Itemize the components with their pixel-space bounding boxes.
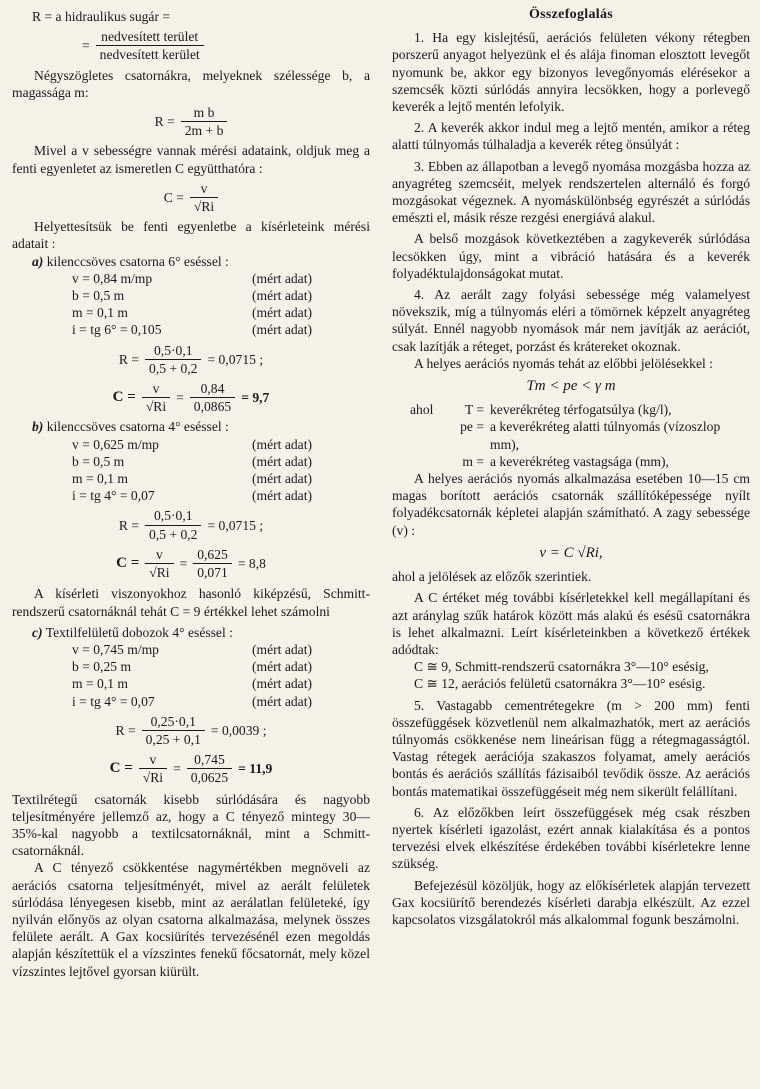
fraction-denominator: 0,071	[197, 565, 228, 581]
left-column	[12, 6, 370, 980]
formula-equals: =	[179, 555, 188, 571]
formula-lhs: C =	[163, 189, 184, 205]
definition-row	[392, 453, 750, 470]
data-rhs: (mért adat)	[252, 693, 313, 709]
data-row	[12, 287, 370, 304]
fraction-numerator: 0,625	[193, 546, 232, 564]
data-row	[12, 436, 370, 453]
data-rhs: (mért adat)	[252, 322, 313, 338]
definition-symbol: T =	[464, 402, 484, 418]
formula-lhs: R =	[115, 722, 136, 738]
data-lhs: v = 0,625 m/mp	[72, 436, 159, 452]
data-rhs: (mért adat)	[252, 436, 313, 452]
schmitt-text: A kísérleti viszonyokhoz hasonló kiképzésű, Schmitt-rendszerű csatornáknál tehát C = 9 értékkel lehet számolni	[12, 586, 370, 619]
summary-paragraph-3: 3. Ebben az állapotban a levegő nyomása mozgásba hozza az anyagréteg szemcséit, melyek rendszertelen alternáló és forgó mozgásokat végeznek. A nyomáskülönbség egyrészét a súrlódás emészti el, másik része rezgési energiává alakul.	[392, 158, 750, 226]
fraction-numerator: 0,5·0,1	[145, 342, 201, 360]
pressure-inequality: Tm < pe < γ m	[526, 378, 616, 395]
case-b-r-formula	[12, 507, 370, 542]
fraction-denominator: √Ri	[145, 399, 167, 415]
data-row	[12, 675, 370, 692]
fraction-denominator: √Ri	[142, 770, 164, 786]
summary-paragraph-4: 4. Az aerált zagy folyási sebessége még valamelyest növekszik, míg a túlnyomás eléri a tömörnek képzelt anyagréteg súlyát. Ennél nagyobb nyomások már nem javítják az aerációt, csak lazítják a réteget, porzást és krátereket okoznak.	[392, 287, 750, 354]
case-a-c-formula	[12, 380, 370, 415]
summary-paragraph-7: Befejezésül közöljük, hogy az előkísérletek alapján tervezett Gax kocsiürítő berendezés kísérleti darabja elkészült. Az ezzel kapcsolatos vizsgálatokról más alkalommal fogunk beszámolni.	[392, 877, 750, 927]
definition-symbol: pe =	[460, 419, 484, 435]
fraction-denominator: 0,0865	[193, 399, 232, 415]
case-c-heading	[12, 624, 370, 641]
formula-result: = 11,9	[238, 761, 273, 777]
substitute-text: Helyettesítsük be fenti egyenletbe a kísérleteink mérési adatait :	[12, 219, 370, 252]
formula-equals: =	[173, 761, 181, 777]
formula-result: = 8,8	[237, 555, 266, 571]
data-rhs: (mért adat)	[252, 270, 313, 286]
fraction-numerator: m b	[181, 104, 228, 122]
data-row	[12, 453, 370, 470]
fraction-numerator: v	[142, 380, 170, 398]
velocity-formula: v = C √Ri,	[539, 544, 603, 561]
case-a-heading	[12, 253, 370, 270]
fraction-denominator: 0,5 + 0,2	[149, 360, 198, 376]
fraction-denominator: nedvesített kerület	[99, 47, 200, 63]
data-lhs: m = 0,1 m	[72, 305, 129, 321]
c-value-aeration: C ≅ 12, aerációs felületű csatornákra 3°—10° esésig.	[414, 676, 706, 692]
data-lhs: v = 0,745 m/mp	[72, 641, 159, 657]
formula-lhs: R =	[154, 114, 175, 130]
data-lhs: i = tg 4° = 0,07	[72, 488, 155, 504]
right-column	[392, 6, 750, 928]
fraction-denominator: 0,0625	[190, 770, 229, 786]
fraction-denominator: √Ri	[193, 199, 215, 215]
hydraulic-radius-fraction: = $\frac{\text{nedvesített terület}}{\text{nedvesített kerület}}$	[12, 28, 370, 63]
r-formula	[12, 104, 370, 139]
definition-row	[392, 418, 750, 452]
definition-description: keverékréteg térfogatsúlya (kg/l),	[490, 402, 672, 418]
fraction-numerator: 0,745	[187, 751, 232, 769]
case-text: kilenccsöves csatorna 4° eséssel :	[46, 419, 229, 435]
data-rhs: (mért adat)	[252, 288, 313, 304]
data-lhs: m = 0,1 m	[72, 676, 129, 692]
data-row	[12, 321, 370, 338]
data-lhs: b = 0,25 m	[72, 659, 132, 675]
summary-paragraph-4d: ahol a jelölések az előzők szerintiek.	[392, 569, 592, 585]
data-rhs: (mért adat)	[252, 676, 313, 692]
summary-paragraph-6: 6. Az előzőkben leírt összefüggések még csak részben nyertek kísérleti igazolást, ezért annak kialakítása és a pontos tervezési elvek elkészítése érdekében további kísérletekre lenne szükség.	[392, 804, 750, 872]
case-c-c-formula	[12, 751, 370, 786]
data-row	[12, 304, 370, 321]
data-row	[12, 693, 370, 710]
data-rhs: (mért adat)	[252, 453, 313, 469]
summary-paragraph-1: 1. Ha egy kislejtésű, aerációs felületen vékony rétegben porszerű anyagot helyezünk el és alája finoman elosztott levegőt nyomunk be, akkor egy bizonyos levegőnyomás elérésekor a szemcsék közti súrlódás annyira lecsökken, hogy a porlevegő keverék a lejtő mentén lefolyik.	[392, 30, 750, 115]
fraction-numerator: v	[145, 546, 173, 564]
formula-lhs: C =	[116, 554, 140, 571]
data-rhs: (mért adat)	[252, 641, 313, 657]
data-rhs: (mért adat)	[252, 659, 313, 675]
case-a-rows	[12, 270, 370, 339]
summary-paragraph-3b: A belső mozgások következtében a zagykeverék súrlódása lecsökken úgy, mint a vibráció hatására és a keverék folyadéktulajdonságokat mutat.	[392, 231, 750, 281]
case-b-heading	[12, 418, 370, 435]
rect-intro: Négyszögletes csatornákra, melyeknek szélessége b, a magassága m:	[12, 67, 370, 100]
c-factor-paragraph: A C tényező csökkentése nagymértékben megnöveli az aerációs csatorna teljesítményét, mivel az aerált felületek súrlódása lényegesen kisebb, mint az aerálatlan felületeké, így nyilván előnyös az olyan csatorna alkalmazása, melynek összes felülete aerált. A Gax kocsiürítés tervezésénél ezen megoldás alapján készítettük el a vízszintes fenekű főcsatornát, mely közel vízszintes lejtővel gyorsan kiürült.	[12, 860, 370, 979]
fraction-numerator: 0,5·0,1	[145, 507, 201, 525]
case-a-r-formula	[12, 342, 370, 377]
case-text: kilenccsöves csatorna 6° eséssel :	[46, 253, 229, 269]
summary-paragraph-4c: A helyes aerációs nyomás alkalmazása esetében 10—15 cm magas borított aerációs csatornák szállítóképessége nyílt folyadékcsatornák képletei alapján számítható. A zagy sebessége (v) :	[392, 471, 750, 538]
v-intro: Mivel a v sebességre vannak mérési adataink, oldjuk meg a fenti egyenletet az ismeretlen C együtthatóra :	[12, 143, 370, 176]
case-b-c-formula	[12, 546, 370, 581]
definition-description: a keverékréteg vastagsága (mm),	[490, 453, 669, 469]
case-label: c)	[32, 624, 43, 640]
fraction-numerator: 0,84	[190, 380, 235, 398]
data-rhs: (mért adat)	[252, 305, 313, 321]
case-b-rows	[12, 436, 370, 505]
definition-description: a keverékréteg alatti túlnyomás (vízoszlop mm),	[490, 419, 721, 452]
data-lhs: m = 0,1 m	[72, 471, 129, 487]
formula-lhs: R =	[118, 351, 140, 367]
summary-paragraph-4b: A helyes aerációs nyomás tehát az előbbi jelölésekkel :	[414, 355, 713, 371]
c-formula	[12, 180, 370, 215]
fraction-numerator: 0,25·0,1	[142, 713, 205, 731]
summary-paragraph-2: 2. A keverék akkor indul meg a lejtő mentén, amikor a réteg alatti túlnyomás túlhaladja a keverék réteg önsúlyát :	[392, 120, 750, 153]
fraction-denominator: 2m + b	[184, 123, 224, 139]
formula-result: = 0,0715 ;	[207, 517, 264, 533]
definition-row	[392, 401, 750, 418]
fraction-denominator: √Ri	[149, 565, 170, 581]
summary-paragraph-4e: A C értéket még további kísérletekkel kell megállapítani és azt aránylag szűk határok között más alakú és esésű csatornákra is lehet alkalmazni. Leírt kísérleteinkben a következő értékek adódtak:	[392, 590, 750, 657]
fraction-denominator: 0,5 + 0,2	[149, 526, 198, 542]
hydraulic-radius-definition: R = a hidraulikus sugár =	[32, 9, 171, 24]
formula-lhs: C =	[109, 760, 133, 777]
formula-result: = 0,0715 ;	[207, 351, 264, 367]
data-row	[12, 487, 370, 504]
case-text: Textilfelületű dobozok 4° eséssel :	[45, 624, 233, 640]
fraction-numerator: v	[190, 180, 218, 198]
textile-paragraph: Textilrétegű csatornák kisebb súrlódására és nagyobb teljesítményére jellemző az, hogy a C tényező mintegy 30—35%-kal nagyobb a textilcsatornáknál, mint a Schmitt-csatornáknál.	[12, 791, 370, 859]
data-rhs: (mért adat)	[252, 488, 313, 504]
data-lhs: i = tg 6° = 0,105	[72, 322, 162, 338]
case-c-rows	[12, 641, 370, 710]
case-label: a)	[32, 253, 44, 269]
data-rhs: (mért adat)	[252, 471, 313, 487]
formula-lhs: R =	[118, 517, 140, 533]
data-row	[12, 270, 370, 287]
formula-result: = 0,0039 ;	[210, 722, 267, 738]
formula-equals: =	[176, 390, 184, 406]
formula-result: = 9,7	[241, 390, 270, 406]
data-lhs: b = 0,5 m	[72, 453, 125, 469]
case-c-r-formula	[12, 713, 370, 748]
data-lhs: v = 0,84 m/mp	[72, 270, 153, 286]
section-title: Összefoglalás	[528, 7, 613, 22]
where-label: ahol	[410, 402, 434, 418]
summary-paragraph-5: 5. Vastagabb cementrétegekre (m > 200 mm) fenti összefüggések közvetlenül nem alkalmazhatók, mert az aerációs túlnyomás csökkenése nem lineárisan függ a rétegmagasságtól. Vastag rétegek aerációja szakaszos folyamat, amely aerációs bontás és aerációs szállítás fázisaiból tevődik össze. Az aerációs bontás matematikai összefüggéseit még nem sikerült felállítani.	[392, 697, 750, 799]
data-lhs: b = 0,5 m	[72, 288, 125, 304]
data-row	[12, 658, 370, 675]
data-row	[12, 470, 370, 487]
formula-lhs: C =	[112, 389, 136, 406]
case-label: b)	[32, 419, 44, 435]
fraction-denominator: 0,25 + 0,1	[145, 731, 201, 747]
fraction-numerator: nedvesített terület	[96, 28, 204, 46]
data-lhs: i = tg 4° = 0,07	[72, 693, 155, 709]
fraction-numerator: v	[139, 751, 167, 769]
data-row	[12, 641, 370, 658]
definition-symbol: m =	[462, 453, 484, 469]
c-value-schmitt: C ≅ 9, Schmitt-rendszerű csatornákra 3°—10° esésig,	[414, 659, 709, 675]
